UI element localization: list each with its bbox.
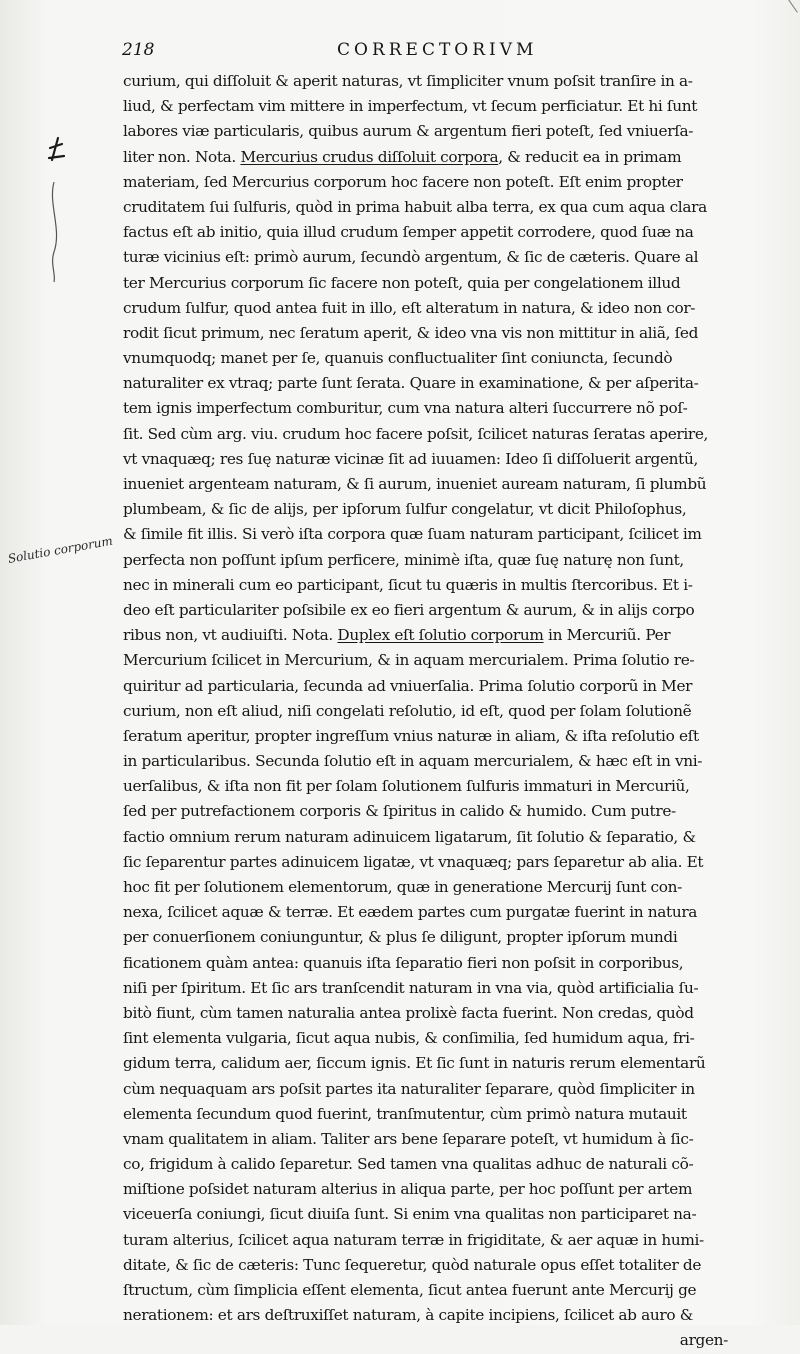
text-line: turæ vicinius eſt: primò aurum, ſecundò argentum, & ſic de cæteris. Quare al <box>123 248 699 267</box>
text-segment: in Mercuriũ. Per <box>543 626 671 645</box>
text-line: ſed per putrefactionem corporis & ſpiritus in calido & humido. Cum putre- <box>123 802 676 821</box>
text-line: labores viæ particularis, quibus aurum & argentum fieri poteſt, ſed vniuerſa- <box>123 122 694 141</box>
text-line: materiam, ſed Mercurius corporum hoc facere non poteſt. Eſt enim propter <box>123 172 683 191</box>
text-line: co, frigidum à calido ſeparetur. Sed tamen vna qualitas adhuc de naturali cõ- <box>123 1155 694 1174</box>
text-line: ficationem quàm antea: quanuis iſta ſeparatio fieri non poſsit in corporibus, <box>123 953 684 972</box>
text-line: & ſimile fit illis. Si verò iſta corpora quæ ſuam naturam participant, ſcilicet im <box>123 525 702 544</box>
margin-bracket-mark <box>44 134 84 284</box>
edge-stroke <box>775 0 798 21</box>
text-line: ſtructum, cùm ſimplicia eſſent elementa, ſicut antea fuerunt ante Mercurij ge <box>123 1281 697 1299</box>
text-segment: liter non. Nota. <box>123 147 236 166</box>
text-line: curium, non eſt aliud, niſi congelati reſolutio, id eſt, quod per ſolam ſolutionẽ <box>123 701 692 720</box>
text-line: turam alterius, ſcilicet aqua naturam terræ in frigiditate, & aer aquæ in humi- <box>123 1230 704 1249</box>
text-line: factio omnium rerum naturam adinuicem ligatarum, ſit ſolutio & ſeparatio, & <box>123 827 696 846</box>
text-line: crudum ſulfur, quod antea fuit in illo, eſt alteratum in natura, & ideo non cor- <box>123 298 696 317</box>
text-line: vnam qualitatem in aliam. Taliter ars bene ſeparare poteſt, vt humidum à ſic- <box>123 1129 694 1148</box>
text-line: factus eſt ab initio, quia illud crudum ſemper appetit corrodere, quod ſuæ na <box>123 223 694 242</box>
underlined-phrase: Mercurius crudus diſſoluit corpora <box>240 147 499 166</box>
text-line: ter Mercurius corporum ſic facere non poteſt, quia per congelationem illud <box>123 273 681 292</box>
margin-annotation <box>4 533 124 590</box>
text-line: gidum terra, calidum aer, ſiccum ignis. Et ſic ſunt in naturis rerum elementarũ <box>123 1054 706 1073</box>
text-line: vt vnaquæq; res ſuę naturæ vicinæ ſit ad iuuamen: Ideo ſi diſſoluerit argentũ, <box>123 449 698 468</box>
text-line: hoc fit per ſolutionem elementorum, quæ in generatione Mercurij ſunt con- <box>123 878 682 896</box>
text-line: per conuerſionem coniunguntur, & plus ſe diligunt, propter ipſorum mundi <box>123 928 678 947</box>
running-head <box>122 40 732 66</box>
text-line: ſit. Sed cùm arg. viu. crudum hoc facere poſsit, ſcilicet naturas ſeratas aperire, <box>123 424 709 443</box>
text-line <box>123 623 728 648</box>
text-line: curium, qui diſſoluit & aperit naturas, vt ſimpliciter vnum poſsit tranſire in a- <box>123 72 693 90</box>
text-line: ſeratum aperitur, propter ingreſſum vnius naturæ in aliam, & iſta reſolutio eſt <box>123 726 699 745</box>
page-number: 218 <box>122 40 155 60</box>
text-line: quiritur ad particularia, ſecunda ad vniuerſalia. Prima ſolutio corporũ in Mer <box>123 676 693 695</box>
text-segment: ribus non, vt audiuiſti. Nota. <box>123 626 333 645</box>
text-line: ditate, & ſic de cæteris: Tunc ſequeretur, quòd naturale opus eſſet totaliter de <box>123 1255 702 1274</box>
text-line: perfecta non poſſunt ipſum perficere, minimè iſta, quæ ſuę naturę non ſunt, <box>123 550 684 569</box>
body-text <box>123 69 728 1354</box>
text-line: cùm nequaquam ars poſsit partes ita naturaliter ſeparare, quòd ſimpliciter in <box>123 1079 695 1098</box>
text-line: rodit ſicut primum, nec ſeratum aperit, & ideo vna vis non mittitur in aliã, ſed <box>123 323 699 342</box>
text-line: Mercurium ſcilicet in Mercurium, & in aquam mercurialem. Prima ſolutio re- <box>123 651 695 670</box>
underlined-phrase: Duplex eſt ſolutio corporum <box>337 626 544 645</box>
text-line <box>123 145 728 170</box>
text-line: deo eſt particulariter poſsibile ex eo fieri argentum & aurum, & in alijs corpo <box>123 600 695 619</box>
text-line: inueniet argenteam naturam, & ſi aurum, inueniet auream naturam, ſi plumbũ <box>123 475 707 493</box>
text-line: uerſalibus, & iſta non fit per ſolam ſolutionem ſulfuris immaturi in Mercuriũ, <box>123 777 690 796</box>
text-line: tem ignis imperfectum comburitur, cum vna natura alteri ſuccurrere nõ poſ- <box>123 399 688 418</box>
text-line: liud, & perfectam vim mittere in imperfectum, vt ſecum perficiatur. Et hi ſunt <box>123 97 698 116</box>
margin-annotation-text: Solutio corporum <box>6 533 114 566</box>
text-line: in particularibus. Secunda ſolutio eſt in aquam mercurialem, & hæc eſt in vni- <box>123 752 703 771</box>
text-line: elementa ſecundum quod fuerint, tranſmutentur, cùm primò natura mutauit <box>123 1104 687 1123</box>
text-line: viceuerſa coniungi, ſicut diuiſa ſunt. Si enim vna qualitas non participaret na- <box>123 1205 697 1224</box>
text-line: naturaliter ex vtraq; parte ſunt ſerata. Quare in examinatione, & per aſperita- <box>123 374 699 393</box>
text-line: vnumquodq; manet per ſe, quanuis confluctualiter ſint coniuncta, ſecundò <box>123 349 673 368</box>
catchword: argen- <box>679 1331 728 1350</box>
text-segment: , & reducit ea in primam <box>498 147 682 166</box>
text-line: bitò fiunt, cùm tamen naturalia antea prolixè facta fuerint. Non credas, quòd <box>123 1003 694 1022</box>
text-line: nexa, ſcilicet aquæ & terræ. Et eædem partes cum purgatæ fuerint in natura <box>123 903 698 922</box>
text-line: miſtione poſsidet naturam alterius in aliqua parte, per hoc poſſunt per artem <box>123 1180 693 1199</box>
text-line: ſic ſeparentur partes adinuicem ligatæ, vt vnaquæq; pars ſeparetur ab alia. Et <box>123 852 704 871</box>
text-line: nerationem: et ars deſtruxiſſet naturam, à capite incipiens, ſcilicet ab auro & <box>123 1306 693 1325</box>
text-line: ſint elementa vulgaria, ſicut aqua nubis, & conſimilia, ſed humidum aqua, fri- <box>123 1029 695 1048</box>
running-title: CORRECTORIVM <box>337 40 538 60</box>
text-line: nec in minerali cum eo participant, ſicut tu quæris in multis ſtercoribus. Et i- <box>123 575 693 594</box>
text-line: plumbeam, & ſic de alijs, per ipſorum ſulfur congelatur, vt dicit Philoſophus, <box>123 500 687 519</box>
text-line: niſi per ſpiritum. Et ſic ars tranſcendit naturam in vna via, quòd artificialia ſu- <box>123 978 699 997</box>
text-line: cruditatem ſui ſulfuris, quòd in prima habuit alba terra, ex qua cum aqua clara <box>123 197 707 216</box>
